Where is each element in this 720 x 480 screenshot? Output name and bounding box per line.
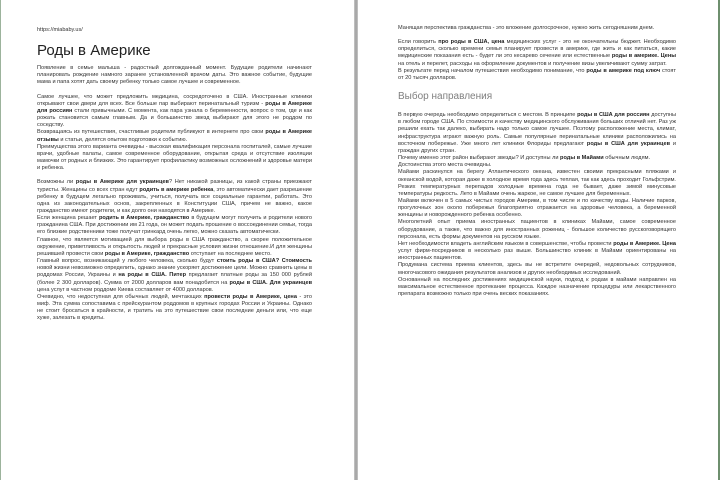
text-run: на отель и перелет, расходы на оформление документов и получение визы увеличивают сумму затрат. [398, 60, 667, 67]
paragraph [37, 258, 312, 294]
text-run: и статьи, делятся опытом подготовки к событию. [58, 136, 188, 143]
bold-keyword: роды в США. Для украинцев [229, 279, 313, 286]
right-paragraphs-before-heading [398, 25, 676, 82]
paragraph [37, 129, 312, 143]
text-run: Нет необходимости владеть английским языком в совершенстве, чтобы провести [398, 240, 614, 247]
paragraph [398, 39, 676, 68]
paragraph [37, 65, 312, 86]
text-run: и граждан других стран. [398, 140, 676, 154]
text-run: предлагает платные роды за 150 000 рублей (более 2 300 долларов). Сумма от 2000 долларов вам понадобится на [37, 272, 313, 286]
bold-keyword: роды в америке под ключ [586, 67, 661, 74]
paragraph [398, 241, 676, 262]
text-run: Основанный на последних достижениях медицинской науки, подход к родам в майами направлен на максимальное естественное протекание процесса. Каждое назначение процедуры или лекарственного препарата возможно только при очень веских показаниях. [398, 276, 676, 297]
bold-keyword: стоить роды в США? Стоимость [216, 258, 312, 265]
text-run: Майами раскинулся на берегу Атлантического океана, известен своими прекрасными пляжами и океанской водой, которая даже в холодное время года здесь теплая, так как здесь проходит Гольфстрим. Резких температурных перепадов холодные времена года не бывает, даже зимой минусовые температуры редкость. Лето в Майами очень жаркое, не самое лучшее для беременных. [398, 169, 676, 197]
text-run: в будущем могут получить и родители нового гражданина США. При достижении им 21 года, он может подать прошение о воссоединении семьи, тогда его близкие родственники тоже получат гринкард очень легко, можно сказать автоматически. [37, 215, 312, 236]
text-run: новой жизни невозможно определить, однако знание ускоряет достижение цели. Можно сравнить цены в роддомах России, Украины и [37, 265, 312, 279]
page-right [358, 0, 720, 480]
text-run: обычным людям. [603, 155, 650, 162]
text-run: Почему именно этот район выбирают звезды? И доступны ли [398, 155, 561, 162]
bold-keyword: роды в Америке, гражданство [104, 250, 190, 257]
section-heading: Выбор направления [398, 91, 493, 103]
paragraph [398, 25, 676, 32]
text-run: Возвращаясь из путешествия, счастливые родители публикуют в интернете про свои [37, 129, 266, 136]
bold-keyword: на роды в США. Питер [118, 272, 187, 279]
text-run: Появление в семье малыша - радостный долгожданный момент. Будущие родители начинают планировать рождение намного заранее установленной врачом даты. Это важное событие, будущие мама и папа хотят дать своему ребенку только самое лучшее и современное. [37, 65, 312, 86]
text-run: Преимущества этого варианта очевидны - высокая квалификация персонала госпиталей, самые лучшие врачи, удобные палаты, самое современное оборудование, открытая среда и отсутствие изоляции мамочки от родных и близких. Это гарантирует профилактику возможных осложнений и здоровье матери и ребенка. [37, 143, 312, 172]
right-paragraphs-after-heading [398, 112, 676, 298]
paragraph [398, 169, 676, 198]
page-title: Роды в Америке [37, 42, 151, 60]
paragraph [37, 94, 312, 130]
text-run: отступает на последнее место. [189, 250, 272, 257]
text-run: Майами включен в 5 самых чистых городов Америки, в том числе и по качеству воды. Наличие парков, прогулочных зон около побережья благоприятно отражается на здоровье человека, а беременной женщины и новорожденного ребенка особенно. [398, 197, 676, 219]
paragraph [398, 198, 676, 219]
bold-keyword: родить в Америке, гражданство [98, 215, 190, 222]
text-run: Главное, что является мотивацией для выбора роды в США гражданство, а скорее положительное окружение, приветливость и открытость людей и прекрасные условия жизни отношение.И для женщины решившей провести свои [37, 236, 312, 257]
text-run: В результате перед началом путешествия необходимо понимание, что [398, 67, 587, 74]
bold-keyword: роды в США для украинцев [586, 140, 671, 147]
bold-keyword: роды в Америке для россиян [37, 100, 312, 114]
bold-keyword: роды в Америке для украинцев [75, 179, 169, 186]
text-run: Главный вопрос, возникающий у любого человека, сколько будут [37, 258, 217, 265]
text-run: Достоинства этого места очевидны. [398, 162, 492, 169]
paragraph [398, 262, 676, 276]
text-run: - это миф. Эта сумма сопоставима с прейскурантом роддомов в крупных городах России и Украины. Однако не стоит бросаться в крайности, и тратить на это путешествие свои последние деньги или, что еще хуже, залезать в кредиты. [37, 293, 313, 322]
paragraph [37, 294, 312, 323]
paragraph [398, 68, 676, 82]
text-run: Если говорить [398, 39, 439, 46]
text-run: медицинских услуг - это не окончательны бюджет. Необходимо определиться, сколько времени семья планирует провести в америке, где жить и как питаться, какие медицинские показания есть - будет ли это кесарево сечение или естественные [398, 39, 676, 60]
paragraph [37, 144, 312, 173]
text-run: Возможны ли [37, 179, 76, 186]
text-run: , это автоматически дает разрешение ребенку в будущем легально проживать, учиться, получать все социальные гарантии, работать. Это одна из законодательных основ, закрепленных в Конституции США, причем не важно, какое гражданство имеют родители, и как долго они находятся в Америке. [37, 186, 312, 214]
text-run: стоят от 20 тысяч долларов. [398, 67, 676, 81]
text-run: Многолетний опыт приема иностранных пациентов в клиниках Майами, самое современное оборудование, а также, что важно для иностранных рожениц - большое количество русскоговорящего персонала, есть формы документов на русском языке. [398, 219, 676, 240]
bold-keyword: роды в Майами [560, 155, 604, 162]
paragraph [398, 219, 676, 240]
bold-keyword: роды в Америке. Цена [613, 240, 676, 247]
page-left [0, 0, 354, 480]
paragraph [398, 277, 676, 298]
text-run: Продумана система приема клиентов, здесь вы не встретите очередей, недовольных сотрудников, многочасового ожидания результатов анализов и других необходимых исследований. [398, 262, 676, 276]
bold-keyword: роды в америке. Цены [611, 53, 677, 60]
text-run: доступны в любом городе США. По стоимости и качеству медицинского обслуживания больших отличий нет. Раз уж решили ехать так далеко, выбирать надо только самое лучшее. Поэтому расположение места, климат, инфраструктура играют важную роль. Самые популярные перинатальные клиники расположились на восточном побережье. Уже много лет клиники Флориды предлагают [398, 112, 676, 147]
paragraph [37, 215, 312, 236]
text-run: стали привычными. С момента, как пара узнала о беременности, вопрос о том, где и как рожать становится самым главным. Да и большинство звезд выбирают для этого не роддом по соседству. [37, 107, 312, 129]
bold-keyword: роды в США для россиян [577, 112, 650, 119]
paragraph [37, 179, 312, 215]
bold-keyword: родить в америке ребенка [139, 186, 214, 193]
text-run: ? Нет никакой разницы, из какой страны приезжают туристы. Женщины со всех стран едут [37, 179, 312, 193]
page-left-content [37, 27, 312, 322]
left-paragraphs [37, 65, 312, 322]
text-run: цена услуг в частном роддоме Киева составляет от 4000 долларов. [37, 286, 214, 293]
bold-keyword: провести роды в Америке, цена [204, 293, 297, 300]
text-run: Манящая перспектива гражданства - это вложение долгосрочное, нужно жить сегодняшним днем. [398, 25, 655, 31]
bold-keyword: роды в Америке отзывы [37, 129, 312, 143]
paragraph [398, 155, 676, 162]
text-run: Самое лучшее, что может предложить медицина, сосредоточено в США. Иностранные клиники открывают свои двери для всех. Все больше пар выбирают перинатальный туризм - [37, 93, 312, 107]
text-run: В первую очередь необходимо определиться с местом. В принципе [398, 112, 578, 119]
text-run: Если женщина решает [37, 215, 99, 222]
text-run: Очевидно, что недоступная для обычных людей, мечтающих [37, 293, 205, 300]
paragraph [37, 237, 312, 258]
bold-keyword: про роды в США, цена [438, 39, 505, 46]
page-right-content [398, 25, 676, 298]
text-run: услуг фирм-посредников в несколько раз выше. Большинство клиник в Майами ориентированы на иностранных пациентов. [398, 248, 676, 262]
source-url[interactable]: https://miababy.us/ [37, 27, 83, 33]
paragraph [398, 112, 676, 155]
